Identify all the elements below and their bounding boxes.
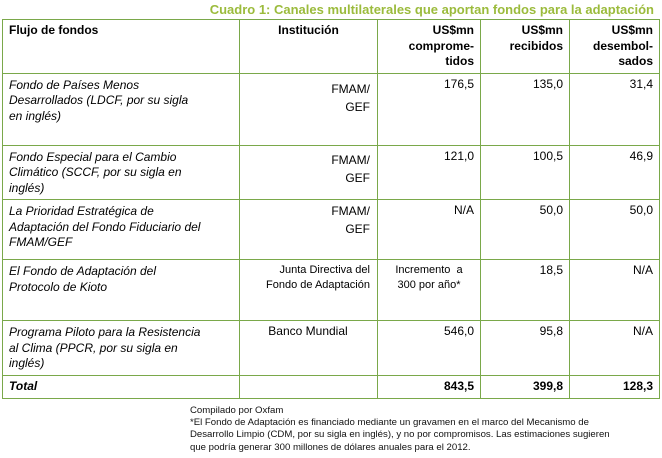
footnote-line: Desarrollo Limpio (CDM, por su sigla en inglés), y no por compromisos. Las estimaciones sugieren [190,429,610,441]
total-committed: 843,5 [378,375,481,398]
table-row [3,260,660,321]
fund-name-line: Protocolo de Kioto [9,279,108,294]
table-row [3,145,660,200]
committed-cell [378,260,481,321]
institution-line: Fondo de Adaptación [266,279,370,291]
funding-table [2,19,660,399]
table-row [3,73,660,145]
institution-cell [240,260,378,321]
committed-cell [378,73,481,145]
institution-cell [240,200,378,260]
header-received-line: recibidos [509,38,563,53]
total-label: Total [3,375,240,398]
table-caption: Cuadro 1: Canales multilaterales que aportan fondos para la adaptación [209,2,654,17]
header-disbursed-line: desembol- [592,38,653,53]
fund-name-line: al Clima (PPCR, por su sigla en [9,340,178,355]
fund-name-line: El Fondo de Adaptación del [9,264,156,278]
header-disbursed-line: sados [618,54,653,68]
disbursed-cell: N/A [570,321,660,376]
source-note: Compilado por Oxfam [190,405,284,416]
received-cell: 135,0 [481,73,570,145]
fund-name-line: FMAM/GEF [9,235,73,249]
fund-name-line: Programa Piloto para la Resistencia [9,325,201,339]
fund-name-line: Desarrollados (LDCF, por su sigla [9,93,189,107]
committed-cell [378,321,481,376]
header-received [481,20,570,74]
header-disbursed-line: US$mn [611,23,653,37]
total-received: 399,8 [481,375,570,398]
fund-name-line: Adaptación del Fondo Fiduciario del [9,219,201,234]
institution-line: FMAM/ [331,204,370,218]
fund-name-line: Fondo de Países Menos [9,77,140,92]
total-institution-cell [240,375,378,398]
committed-value: 300 por año* [397,279,461,291]
footnotes [190,405,658,454]
fund-name [3,200,240,260]
header-committed-line: US$mn [432,23,474,37]
disbursed-cell: 46,9 [570,145,660,200]
received-cell: 95,8 [481,321,570,376]
fund-name-line: La Prioridad Estratégica de [9,204,154,218]
committed-value: 546,0 [443,324,474,338]
institution-line: Junta Directiva del [279,264,370,276]
fund-name [3,145,240,200]
table-row [3,200,660,260]
institution-line: GEF [345,170,370,185]
committed-value: 176,5 [443,76,474,91]
institution-line: FMAM/ [331,152,370,167]
received-cell: 50,0 [481,200,570,260]
fund-name-line: inglés) [9,180,45,195]
fund-name [3,321,240,376]
disbursed-cell: 50,0 [570,200,660,260]
header-institution: Institución [240,20,378,74]
institution-cell [240,73,378,145]
header-committed [378,20,481,74]
fund-name-line: inglés) [9,356,45,370]
institution-cell [240,321,378,376]
institution-line: GEF [345,222,370,236]
fund-name-line: Fondo Especial para el Cambio [9,149,177,164]
header-committed-line: comprome- [408,38,474,53]
total-row [3,375,660,398]
institution-line: GEF [345,99,370,114]
header-received-line: US$mn [521,23,563,37]
disbursed-cell: 31,4 [570,73,660,145]
committed-cell [378,200,481,260]
disbursed-cell: N/A [570,260,660,321]
fund-name [3,260,240,321]
header-row [3,20,660,74]
received-cell: 100,5 [481,145,570,200]
institution-line: FMAM/ [331,81,370,96]
fund-name [3,73,240,145]
header-committed-line: tidos [445,54,474,68]
received-cell: 18,5 [481,260,570,321]
institution-cell [240,145,378,200]
institution-line: Banco Mundial [268,324,348,338]
committed-value: Incremento a [395,264,463,276]
table-row [3,321,660,376]
committed-cell [378,145,481,200]
total-disbursed: 128,3 [570,375,660,398]
committed-value: 121,0 [443,148,474,163]
header-fund: Flujo de fondos [3,20,240,74]
committed-value: N/A [453,203,474,217]
footnote-line: que podría generar 300 millones de dólares anuales para el 2012. [190,441,471,453]
fund-name-line: Climático (SCCF, por su sigla en [9,165,182,179]
header-disbursed [570,20,660,74]
footnote-line: *El Fondo de Adaptación es financiado mediante un gravamen en el marco del Mecanismo de [190,417,589,429]
fund-name-line: en inglés) [9,108,62,123]
